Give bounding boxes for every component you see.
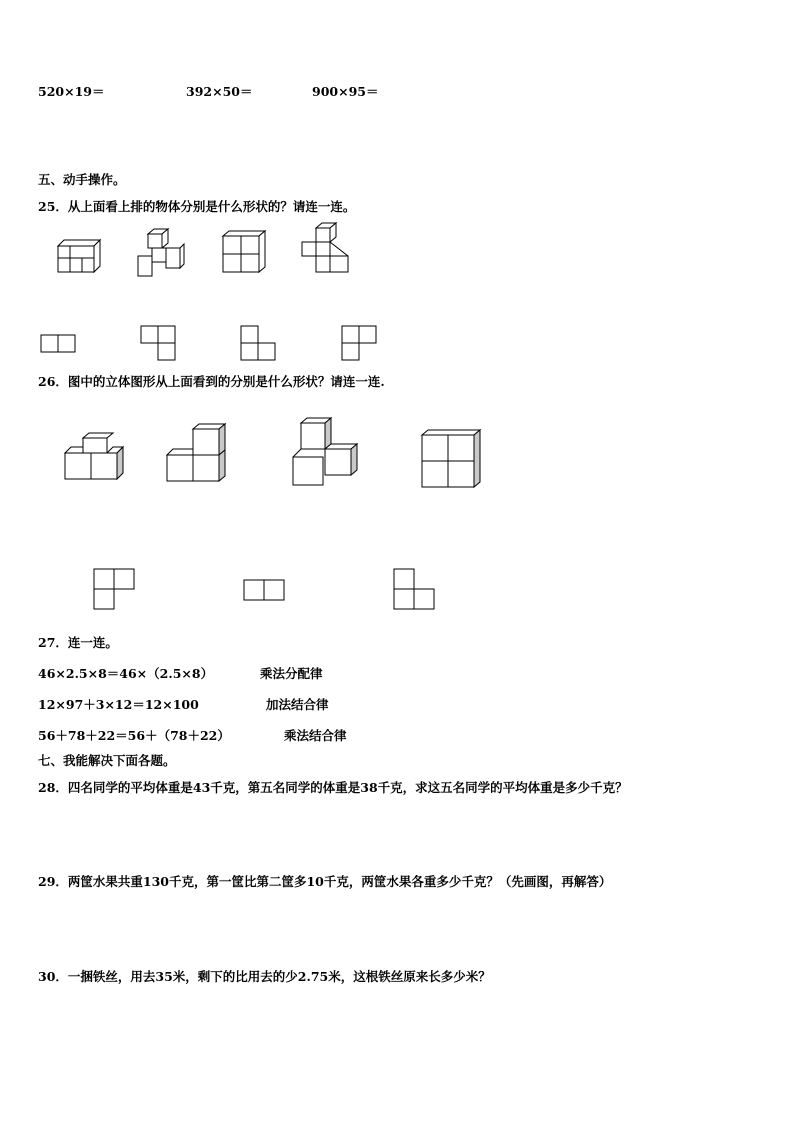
q25-view-2	[140, 325, 178, 361]
calc-3: 900×95＝	[312, 84, 379, 99]
q25-title: 25．从上面看上排的物体分别是什么形状的？请连一连。	[38, 199, 356, 214]
q27-left-2: 12×97＋3×12＝12×100	[38, 697, 199, 712]
q27-title: 27．连一连。	[38, 635, 118, 650]
q26-solid-square	[420, 429, 484, 491]
q26-view-row	[243, 579, 287, 603]
q26-view-l	[393, 568, 437, 612]
q25-view-1	[40, 334, 78, 354]
q25-solid-4	[300, 222, 356, 278]
q26-title: 26．图中的立体图形从上面看到的分别是什么形状？请连一连.	[38, 374, 385, 389]
q27-left-1: 46×2.5×8＝46×（2.5×8）	[38, 666, 214, 681]
q26-view-corner	[93, 568, 137, 612]
q25-solid-1	[56, 238, 106, 278]
q27-right-1: 乘法分配律	[260, 666, 323, 681]
q25-view-3	[240, 325, 278, 361]
q27-right-3: 乘法结合律	[284, 728, 347, 743]
section-7-heading: 七、我能解决下面各题。	[38, 753, 176, 768]
q27-right-2: 加法结合律	[266, 697, 329, 712]
q25-solid-3	[221, 230, 269, 276]
q26-solid-tower	[165, 423, 227, 485]
q25-solid-2	[136, 228, 188, 280]
q28-text: 28．四名同学的平均体重是43千克，第五名同学的体重是38千克，求这五名同学的平均体重是多少千克？	[38, 780, 628, 795]
section-5-heading: 五、动手操作。	[38, 172, 126, 187]
calc-2: 392×50＝	[186, 84, 253, 99]
q27-left-3: 56＋78＋22＝56＋（78＋22）	[38, 728, 230, 743]
q30-text: 30．一捆铁丝，用去35米，剩下的比用去的少2.75米，这根铁丝原来长多少米？	[38, 969, 491, 984]
q25-view-4	[341, 325, 379, 361]
q26-solid-pyramid	[291, 417, 363, 487]
q29-text: 29．两筐水果共重130千克，第一筐比第二筐多10千克，两筐水果各重多少千克？（先画图，再解答）	[38, 874, 612, 889]
calc-1: 520×19＝	[38, 84, 105, 99]
q26-solid-step	[63, 436, 127, 482]
